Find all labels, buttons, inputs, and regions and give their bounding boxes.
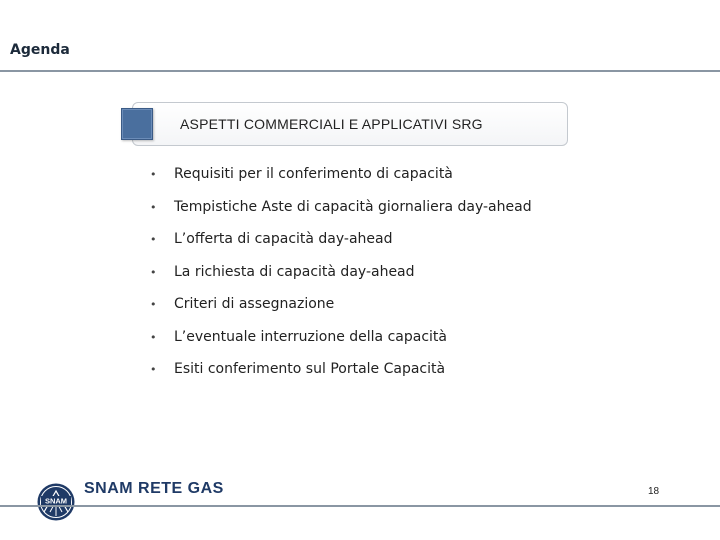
bullet-icon: • [150,265,157,279]
agenda-item [150,158,532,191]
agenda-item-text: Esiti conferimento sul Portale Capacità [174,361,446,377]
bullet-icon: • [150,233,157,246]
company-name: SNAM RETE GAS [84,480,224,497]
logo-mark-text: SNAM [44,496,68,506]
bullet-icon: • [150,298,157,311]
top-divider [0,70,720,72]
page-number: 18 [648,486,660,497]
agenda-item-text: La richiesta di capacità day-ahead [174,263,415,280]
bullet-icon: • [150,330,157,344]
section-title: ASPETTI COMMERCIALI E APPLICATIVI SRG [180,116,483,132]
agenda-item-text: Requisiti per il conferimento di capacità [174,166,453,182]
agenda-item [150,256,532,289]
agenda-item [150,223,532,256]
section-marker [121,108,153,140]
bottom-divider [0,505,720,507]
agenda-item-text: L’offerta di capacità day-ahead [174,231,393,247]
agenda-item-text: L’eventuale interruzione della capacità [174,328,447,345]
agenda-list [150,158,532,386]
bullet-icon: • [150,363,157,376]
agenda-title: Agenda [10,42,70,58]
agenda-item-text: Tempistiche Aste di capacità giornaliera day-ahead [174,198,532,215]
agenda-item [150,288,532,321]
bullet-icon: • [150,200,157,214]
bullet-icon: • [150,168,157,181]
agenda-item-text: Criteri di assegnazione [174,296,335,312]
snam-logo-icon [36,482,76,522]
agenda-item [150,191,532,224]
agenda-item [150,353,532,386]
agenda-item [150,321,532,354]
